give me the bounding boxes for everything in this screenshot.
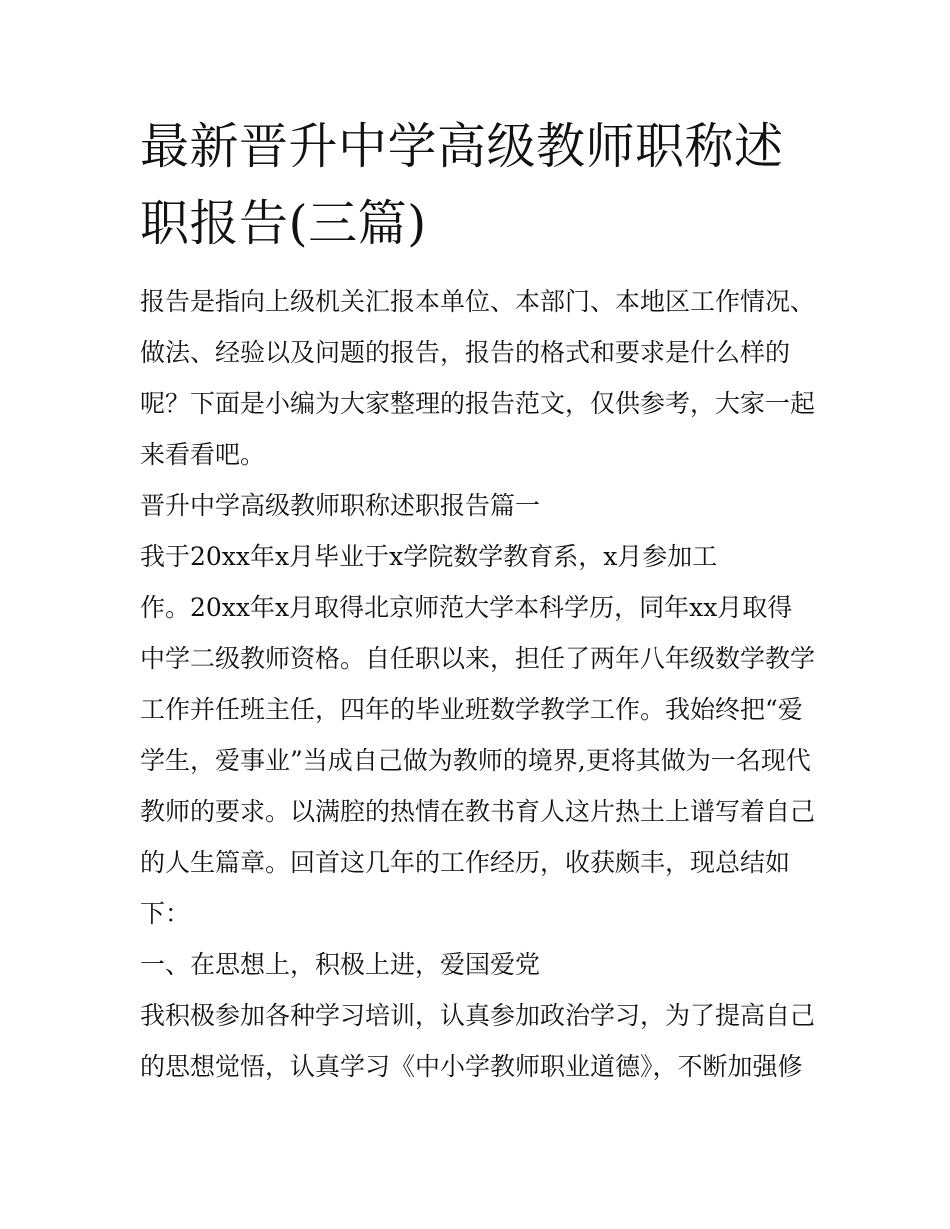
intro-line: 报告是指向上级机关汇报本单位、本部门、本地区工作情况、 <box>140 287 816 316</box>
paragraph-line: 中学二级教师资格。自任职以来，担任了两年八年级数学教学 <box>140 644 816 673</box>
paragraph-line: 下： <box>140 899 191 928</box>
paragraph-line: 教师的要求。以满腔的热情在教书育人这片热土上谱写着自己 <box>140 797 816 826</box>
paragraph-line: 学生，爱事业”当成自己做为教师的境界,更将其做为一名现代 <box>140 746 811 775</box>
section-heading: 晋升中学高级教师职称述职报告篇一 <box>140 491 541 520</box>
intro-line: 做法、经验以及问题的报告，报告的格式和要求是什么样的 <box>140 338 791 367</box>
intro-line: 来看看吧。 <box>140 440 266 469</box>
paragraph-line: 工作并任班主任，四年的毕业班数学教学工作。我始终把“爱 <box>140 695 803 724</box>
title-line-2: 职报告(三篇) <box>140 195 427 252</box>
paragraph-line: 作。20xx年x月取得北京师范大学本科学历，同年xx月取得 <box>140 593 793 622</box>
document-title <box>140 108 820 262</box>
title-line-1: 最新晋升中学高级教师职称述 <box>140 118 784 175</box>
document-body <box>140 276 820 1092</box>
intro-line: 呢？下面是小编为大家整理的报告范文，仅供参考，大家一起 <box>140 389 816 418</box>
subsection-heading: 一、在思想上，积极上进，爱国爱党 <box>140 950 541 979</box>
paragraph-line: 我于20xx年x月毕业于x学院数学教育系，x月参加工 <box>140 542 718 571</box>
document-content <box>140 108 820 1092</box>
paragraph-line: 我积极参加各种学习培训，认真参加政治学习，为了提高自己 <box>140 1001 816 1030</box>
paragraph-line: 的人生篇章。回首这几年的工作经历，收获颇丰，现总结如 <box>140 848 791 877</box>
paragraph-line: 的思想觉悟，认真学习《中小学教师职业道德》，不断加强修 <box>140 1052 803 1081</box>
